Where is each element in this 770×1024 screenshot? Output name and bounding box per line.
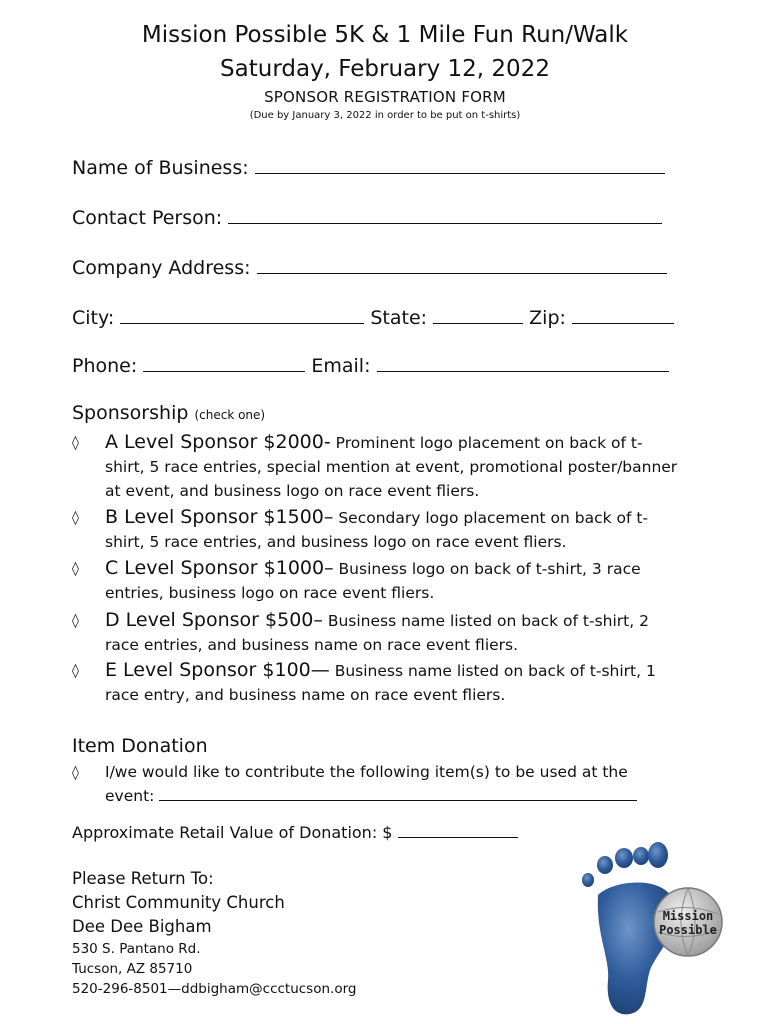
phone-email-row bbox=[72, 353, 669, 377]
sponsor-level-name: E Level Sponsor $100— bbox=[105, 659, 330, 681]
sponsorship-heading bbox=[72, 402, 265, 424]
contact-person-label: Contact Person: bbox=[72, 207, 223, 229]
phone-field[interactable] bbox=[143, 353, 305, 372]
sponsor-level-name: A Level Sponsor $2000- bbox=[105, 431, 331, 453]
diamond-checkbox-icon[interactable]: ◊ bbox=[72, 561, 79, 577]
donation-option[interactable] bbox=[72, 760, 682, 808]
sponsor-level-name: D Level Sponsor $500– bbox=[105, 609, 323, 631]
sponsor-level-name: B Level Sponsor $1500– bbox=[105, 506, 334, 528]
diamond-checkbox-icon[interactable]: ◊ bbox=[72, 613, 79, 629]
sponsor-level-desc: Secondary logo placement on back of t-shirt, 5 race entries, and business logo on race event fliers. bbox=[105, 509, 649, 551]
company-address-row bbox=[72, 255, 667, 279]
diamond-checkbox-icon[interactable]: ◊ bbox=[72, 435, 79, 451]
zip-label: Zip: bbox=[529, 307, 566, 329]
donation-value-label: Approximate Retail Value of Donation: $ bbox=[72, 823, 393, 842]
form-title: Mission Possible 5K & 1 Mile Fun Run/Walk bbox=[141, 22, 629, 48]
return-address-block bbox=[72, 867, 356, 999]
diamond-checkbox-icon[interactable]: ◊ bbox=[72, 663, 79, 679]
form-subtitle: SPONSOR REGISTRATION FORM bbox=[264, 88, 506, 106]
logo-text-line2: Possible bbox=[659, 923, 717, 937]
contact-person-row bbox=[72, 205, 662, 229]
sponsor-level-desc: Prominent logo placement on back of t-shirt, 5 race entries, special mention at event, promotional poster/banner at event, and business logo on race event fliers. bbox=[105, 434, 678, 500]
return-label: Please Return To: bbox=[72, 869, 214, 888]
email-label: Email: bbox=[311, 355, 371, 377]
donation-item-field[interactable] bbox=[159, 786, 637, 801]
business-name-row bbox=[72, 155, 665, 179]
sponsor-option-c[interactable] bbox=[72, 556, 682, 605]
sponsor-option-e[interactable] bbox=[72, 658, 682, 707]
company-address-field[interactable] bbox=[257, 255, 667, 274]
donation-value-field[interactable] bbox=[398, 822, 518, 838]
city-label: City: bbox=[72, 307, 115, 329]
diamond-checkbox-icon[interactable]: ◊ bbox=[72, 510, 79, 526]
business-name-field[interactable] bbox=[255, 155, 665, 174]
sponsorship-title: Sponsorship bbox=[72, 402, 189, 424]
donation-value-row bbox=[72, 822, 518, 842]
zip-field[interactable] bbox=[572, 305, 674, 324]
due-note: (Due by January 3, 2022 in order to be put on t-shirts) bbox=[249, 110, 521, 121]
return-street: 530 S. Pantano Rd. bbox=[72, 941, 201, 957]
contact-person-field[interactable] bbox=[228, 205, 662, 224]
state-field[interactable] bbox=[433, 305, 523, 324]
business-name-label: Name of Business: bbox=[72, 157, 249, 179]
logo-text-line1: Mission bbox=[662, 909, 714, 923]
return-person: Dee Dee Bigham bbox=[72, 917, 212, 936]
sponsor-option-d[interactable] bbox=[72, 608, 682, 657]
sponsor-level-desc: Business name listed on back of t-shirt, 1 race entry, and business name on race event fliers. bbox=[105, 662, 656, 704]
return-org: Christ Community Church bbox=[72, 893, 285, 912]
city-field[interactable] bbox=[120, 305, 364, 324]
mission-possible-logo bbox=[578, 840, 728, 1020]
company-address-label: Company Address: bbox=[72, 257, 251, 279]
sponsor-option-a[interactable] bbox=[72, 430, 682, 503]
item-donation-title: Item Donation bbox=[72, 735, 208, 757]
diamond-checkbox-icon[interactable]: ◊ bbox=[72, 765, 79, 781]
sponsor-level-name: C Level Sponsor $1000– bbox=[105, 557, 334, 579]
sponsor-option-b[interactable] bbox=[72, 505, 682, 554]
event-date: Saturday, February 12, 2022 bbox=[220, 56, 550, 82]
sponsorship-hint: (check one) bbox=[194, 408, 266, 422]
state-label: State: bbox=[370, 307, 428, 329]
globe-icon bbox=[654, 888, 722, 956]
donation-text: I/we would like to contribute the following item(s) to be used at the event: bbox=[105, 763, 628, 805]
return-city: Tucson, AZ 85710 bbox=[72, 961, 193, 977]
sponsor-level-desc: Business logo on back of t-shirt, 3 race entries, business logo on race event fliers. bbox=[105, 560, 641, 602]
return-phone-email: 520-296-8501—ddbigham@ccctucson.org bbox=[72, 981, 357, 997]
phone-label: Phone: bbox=[72, 355, 138, 377]
city-state-zip-row bbox=[72, 305, 674, 329]
email-field[interactable] bbox=[377, 353, 669, 372]
sponsor-level-desc: Business name listed on back of t-shirt, 2 race entries, and business name on race event fliers. bbox=[105, 612, 649, 654]
